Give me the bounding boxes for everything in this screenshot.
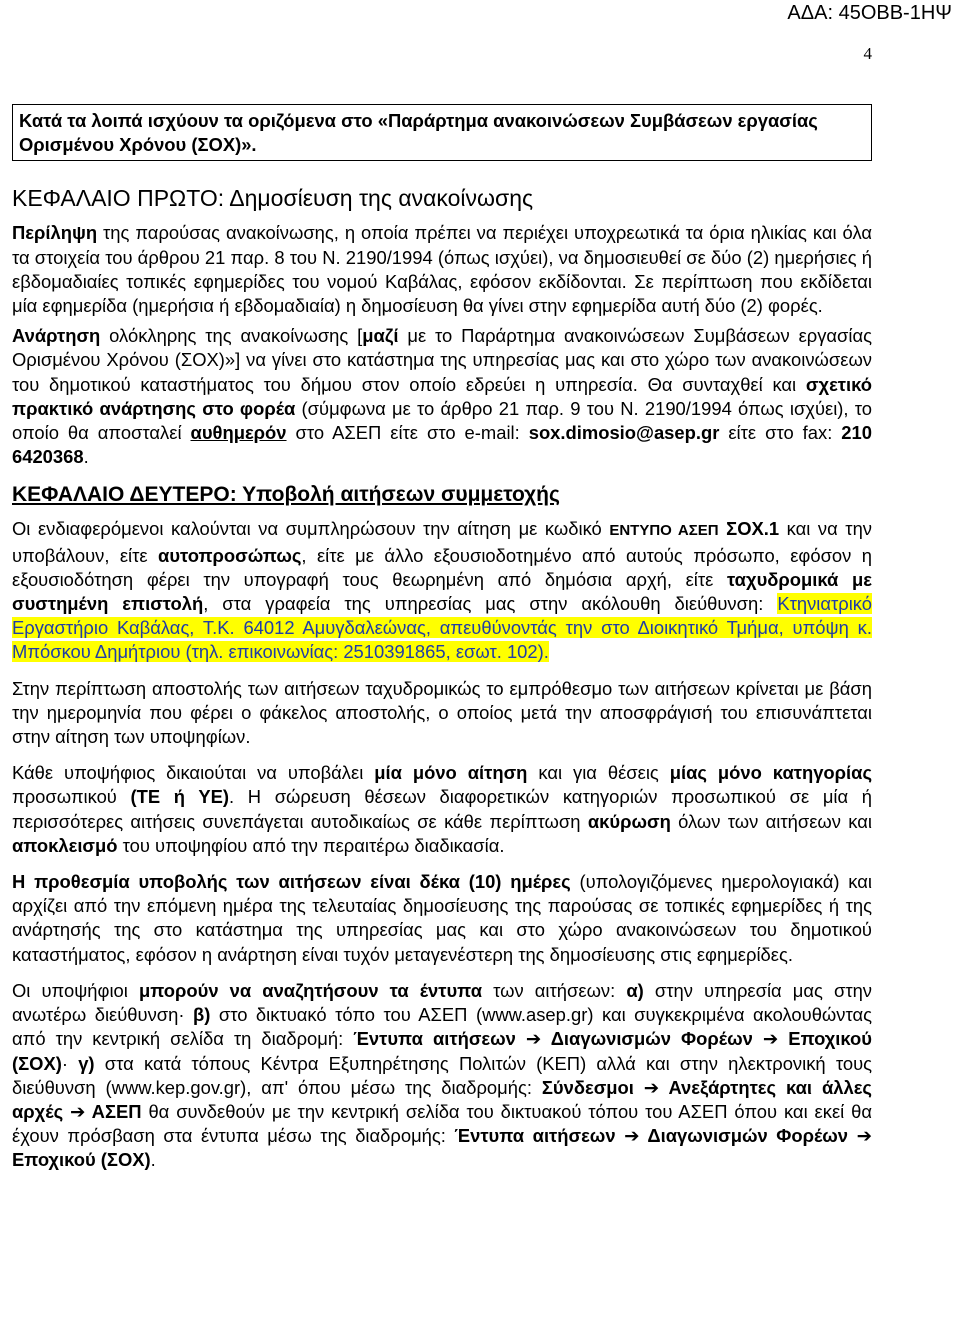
text: όλων των αιτήσεων και [670,810,872,832]
text: Οι ενδιαφερόμενοι καλούνται να συμπληρώσουν την αίτηση με κωδικό [12,518,610,540]
boxed-notice: Κατά τα λοιπά ισχύουν τα οριζόμενα στο «Παράρτημα ανακοινώσεων Συμβάσεων εργασίας Ορισμένου Χρόνου (ΣΟΧ)». [12,104,872,161]
deadline-paragraph [12,870,872,967]
forms-paragraph [12,979,872,1173]
text: στο ΑΣΕΠ είτε στο e-mail: [286,422,529,444]
text-bold: Διαγωνισμών Φορέων [550,1028,753,1050]
text: , είτε με άλλο εξουσιοδοτημένο από αυτούς πρόσωπο, εφόσον η εξουσιοδότηση φέρει την υπογραφή τους θεωρημένη από δημόσια αρχή, είτε [12,544,872,590]
text-bold: σχετικό πρακτικό ανάρτησης στο φορέα [12,373,872,419]
text-bold-underline: αυθημερόν [190,422,287,444]
text-bold: β) [192,1004,211,1026]
text: θα συνδεθούν με την κεντρική σελίδα του δικτυακού τόπου του ΑΣΕΠ όπου και εκεί θα έχουν πρόσβαση στα έντυπα μέσω της διαδρομής: [12,1100,872,1147]
posting-paragraph [12,324,872,469]
text: του υποψηφίου από την περαιτέρω διαδικασία. [117,834,505,856]
summary-label: Περίληψη [12,222,98,244]
document-body [12,104,872,1179]
arrow-icon: ➔ [515,1028,551,1050]
ada-code: ΑΔΑ: 45ΟΒΒ-1ΗΨ [787,2,952,24]
text: (σύμφωνα με το άρθρο 21 παρ. 9 του Ν. 2190/1994 όπως ισχύει), το οποίο θα αποσταλεί [12,397,872,444]
text: , στα γραφεία της υπηρεσίας μας στην ακόλουθη διεύθυνση: [203,593,778,615]
text-bold: Διαγωνισμών Φορέων [647,1125,849,1147]
form-code-sox: ΣΟΧ.1 [718,518,780,540]
text: είτε στο fax: [719,422,842,444]
form-code: ΕΝΤΥΠΟ ΑΣΕΠ [609,522,719,540]
text-bold: μαζί [362,325,399,347]
text: . [150,1149,156,1171]
text-bold: μίας μόνο κατηγορίας [669,762,873,784]
text: και να την υποβάλουν, είτε [12,518,872,566]
text-bold: Ανεξάρτητες και άλλες αρχές [12,1076,872,1122]
text: Κάθε υποψήφιος δικαιούται να υποβάλει [12,762,375,784]
text-bold: ΑΣΕΠ [91,1100,142,1122]
email-address: sox.dimosio@asep.gr [528,422,720,444]
highlighted-address: Κτηνιατρικό Εργαστήριο Καβάλας, Τ.Κ. 64012 Αμυγδαλεώνας, απευθύνοντάς την στο Διοικητικό Τμήμα, υπόψη κ. Μπόσκου Δημήτριου (τηλ. επικοινωνίας: 2510391865, εσωτ. 102). [12,593,872,663]
posting-label: Ανάρτηση [12,325,101,347]
arrow-icon: ➔ [615,1125,648,1147]
text: και για θέσεις [527,762,670,784]
chapter-two-title: ΚΕΦΑΛΑΙΟ ΔΕΥΤΕΡΟ: Υποβολή αιτήσεων συμμετοχής [12,483,560,507]
text: (υπολογιζόμενες ημερολογιακά) και αρχίζει από την επόμενη ημέρα της τελευταίας δημοσίευσης της παρούσας σε τοπικές εφημερίδες ή της ανάρτησής της στο κατάστημα της υπηρεσίας μας και στο χώρο ανακοινώσεων του δημοτικού καταστήματος, εφόσον η ανάρτηση είναι τυχόν μεταγενέστερη της δημοσίευσης στις εφημερίδες. [12,871,872,965]
page-number: 4 [863,44,872,63]
fax-number: 210 6420368 [12,422,872,468]
text-bold: Εποχικού (ΣΟΧ) [12,1149,151,1171]
text-bold: (ΤΕ ή ΥΕ) [130,786,230,808]
text-bold: Εποχικού (ΣΟΧ) [12,1028,872,1074]
text: · [61,1052,79,1074]
text-bold: Έντυπα αιτήσεων [454,1125,616,1147]
arrow-icon: ➔ [848,1125,872,1147]
text-bold: ακύρωση [587,810,671,832]
text: ολόκληρης της ανακοίνωσης [ [100,325,363,347]
text-bold: α) [626,979,644,1001]
text: . [83,446,89,468]
text-bold: Σύνδεσμοι [541,1076,634,1098]
text: με το Παράρτημα ανακοινώσεων Συμβάσεων εργασίας Ορισμένου Χρόνου (ΣΟΧ)»] να γίνει στο κατάστημα της υπηρεσίας μας και στο χώρο των ανακοινώσεων του δημοτικού καταστήματος του δήμου στον οποίο εδρεύει η υπηρεσία. Θα συνταχθεί και [12,325,872,395]
submission-paragraph [12,517,872,664]
text: στα κατά τόπους Κέντρα Εξυπηρέτησης Πολιτών (ΚΕΠ) αλλά και στην ηλεκτρονική τους διεύθυνση (www.kep.gov.gr), απ' όπου μέσω της διαδρομής: [12,1052,873,1098]
postal-paragraph: Στην περίπτωση αποστολής των αιτήσεων ταχυδρομικώς το εμπρόθεσμο των αιτήσεων κρίνεται με βάση την ημερομηνία που φέρει ο φάκελος αποστολής, ο οποίος μετά την αποσφράγισή του επισυνάπτεται στην αίτηση των υποψηφίων. [12,677,872,748]
summary-paragraph [12,221,872,318]
summary-text: της παρούσας ανακοίνωσης, η οποία πρέπει να περιέχει υποχρεωτικά τα όρια ηλικίας και όλα τα στοιχεία του άρθρου 21 παρ. 8 του Ν. 2190/1994 (όπως ισχύει), να δημοσιευθεί σε δύο (2) ημερήσιες ή εβδομαδιαίες τοπικές εφημερίδες του νομού Καβάλας, εφόσον εκδίδονται. Σε περίπτωση που εκδίδεται μία εφημερίδα (ημερήσια ή εβδομαδιαία) η δημοσίευση θα γίνει στην εφημερίδα αυτή δύο (2) φορές. [12,222,872,317]
text-bold: αποκλεισμό [12,834,118,856]
text-bold: Έντυπα αιτήσεων [353,1028,516,1050]
single-application-paragraph [12,761,872,858]
text: στην υπηρεσία μας στην ανωτέρω διεύθυνση· [12,979,873,1026]
text-bold: ταχυδρομικά με συστημένη επιστολή [12,568,872,615]
arrow-icon: ➔ [633,1076,669,1098]
text: . Η σώρευση θέσεων διαφορετικών κατηγοριών προσωπικού σε μία ή περισσότερες αιτήσεις συνεπάγεται αυτοδικαίως σε κάθε περίπτωση [12,786,873,832]
text: στο δικτυακό τόπο του ΑΣΕΠ (www.asep.gr) και συγκεκριμένα ακολουθώντας από την κεντρική σελίδα τη διαδρομή: [12,1004,872,1050]
text: προσωπικού [12,786,131,808]
chapter-one-title: ΚΕΦΑΛΑΙΟ ΠΡΩΤΟ: Δημοσίευση της ανακοίνωσης [12,185,534,212]
text-bold: αυτοπροσώπως [158,544,302,566]
deadline-bold: Η προθεσμία υποβολής των αιτήσεων είναι δέκα (10) ημέρες [12,871,571,893]
arrow-icon: ➔ [752,1028,789,1050]
arrow-icon: ➔ [63,1100,92,1122]
text-bold: μπορούν να αναζητήσουν τα έντυπα [138,979,483,1001]
text-bold: μία μόνο αίτηση [374,762,528,784]
text-bold: γ) [78,1052,95,1074]
text: Οι υποψήφιοι [12,979,139,1001]
text: των αιτήσεων: [482,979,627,1001]
